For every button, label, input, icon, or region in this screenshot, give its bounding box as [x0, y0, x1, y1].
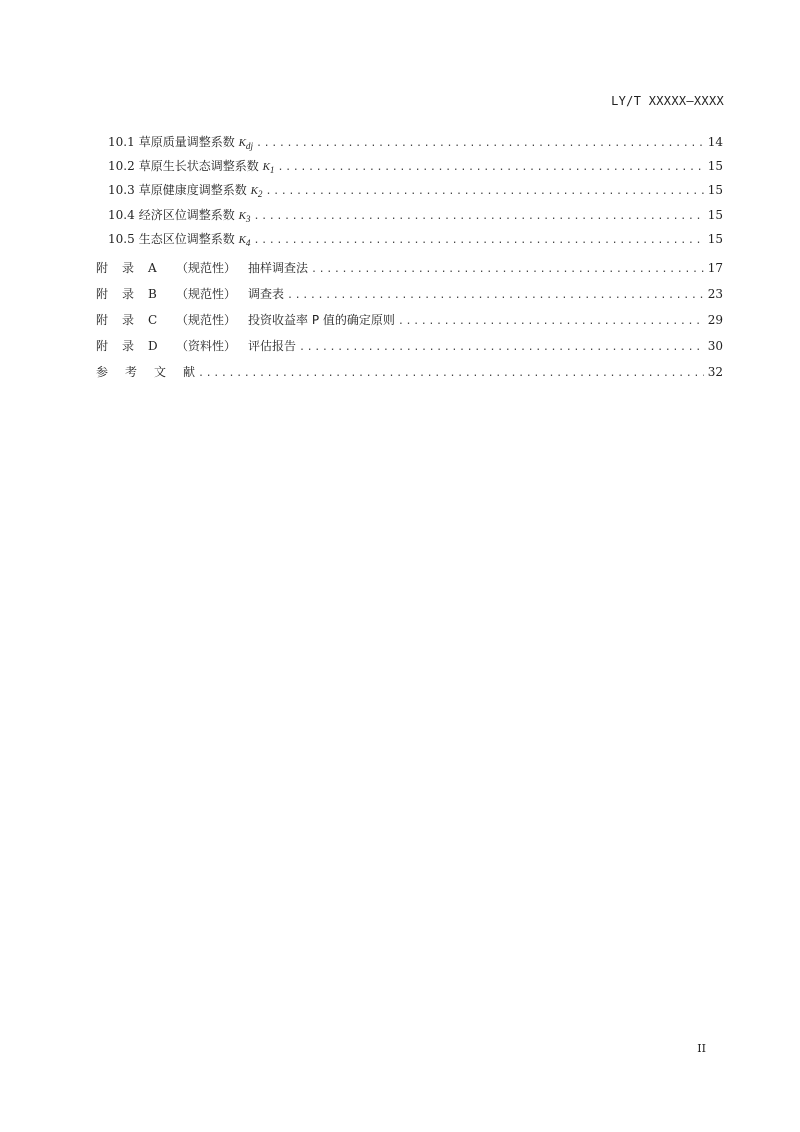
toc-leader-dots	[311, 257, 704, 283]
toc-entry-number: 10.2	[108, 159, 135, 174]
toc-entry-title: 经济区位调整系数 $K_3$	[138, 207, 251, 224]
toc-entry-page: 17	[707, 260, 723, 275]
toc-entry-number: 10.1	[108, 135, 135, 149]
toc-leader-dots	[265, 182, 704, 202]
coefficient-symbol: $K_1$	[262, 161, 275, 176]
toc-entry-page: 15	[707, 159, 723, 174]
toc-appendix-a[interactable]	[96, 255, 723, 281]
toc-appendix-b[interactable]	[96, 281, 723, 307]
toc-references[interactable]	[96, 359, 723, 385]
toc-leader-dots	[299, 335, 704, 361]
coefficient-symbol: $K_{dj}$	[238, 137, 254, 152]
document-code: LY/T XXXXX—XXXX	[611, 94, 724, 108]
toc-appendix-title: 附 录 C （规范性） 投资收益率 P 值的确定原则	[96, 312, 395, 327]
toc-leader-dots	[398, 309, 704, 335]
toc-entry-10-3[interactable]	[96, 180, 723, 204]
page-number: II	[697, 1042, 706, 1055]
toc-appendix-d[interactable]	[96, 333, 723, 359]
toc-entry-title: 草原生长状态调整系数 $K_1$	[138, 159, 275, 176]
toc-entry-10-1[interactable]	[96, 132, 723, 156]
toc-entry-title: 草原质量调整系数 $K_{dj}$	[138, 135, 254, 152]
toc-entry-number: 10.4	[108, 207, 135, 222]
toc-leader-dots	[277, 158, 704, 178]
toc-entry-10-2[interactable]	[96, 156, 723, 180]
toc-leader-dots	[198, 361, 704, 387]
toc-references-title: 参 考 文 献	[96, 364, 196, 379]
toc-entry-page: 30	[707, 338, 723, 353]
toc-entry-page: 15	[707, 183, 723, 198]
coefficient-symbol: $K_2$	[250, 185, 263, 200]
toc-entry-10-4[interactable]	[96, 205, 723, 229]
toc-appendix-title: 附 录 A （规范性） 抽样调查法	[96, 260, 309, 275]
toc-leader-dots	[287, 283, 704, 309]
toc-entry-page: 15	[707, 207, 723, 222]
toc-leader-dots	[256, 134, 704, 154]
toc-leader-dots	[253, 231, 704, 251]
toc-appendix-title: 附 录 D （资料性） 评估报告	[96, 338, 297, 353]
toc-appendix-title: 附 录 B （规范性） 调查表	[96, 286, 285, 301]
toc-entry-title: 草原健康度调整系数 $K_2$	[138, 183, 263, 200]
toc-appendix-c[interactable]	[96, 307, 723, 333]
toc-entry-page: 15	[707, 231, 723, 246]
coefficient-symbol: $K_3$	[238, 209, 251, 224]
toc-entry-page: 29	[707, 312, 723, 327]
toc-entry-page: 32	[707, 364, 723, 379]
table-of-contents	[96, 132, 723, 385]
toc-entry-10-5[interactable]	[96, 229, 723, 253]
toc-entry-page: 23	[707, 286, 723, 301]
toc-entry-page: 14	[707, 135, 723, 149]
toc-entry-title: 生态区位调整系数 $K_4$	[138, 231, 251, 248]
toc-entry-number: 10.5	[108, 231, 135, 246]
coefficient-symbol: $K_4$	[238, 233, 251, 248]
toc-entry-number: 10.3	[108, 183, 135, 198]
toc-leader-dots	[253, 207, 704, 227]
